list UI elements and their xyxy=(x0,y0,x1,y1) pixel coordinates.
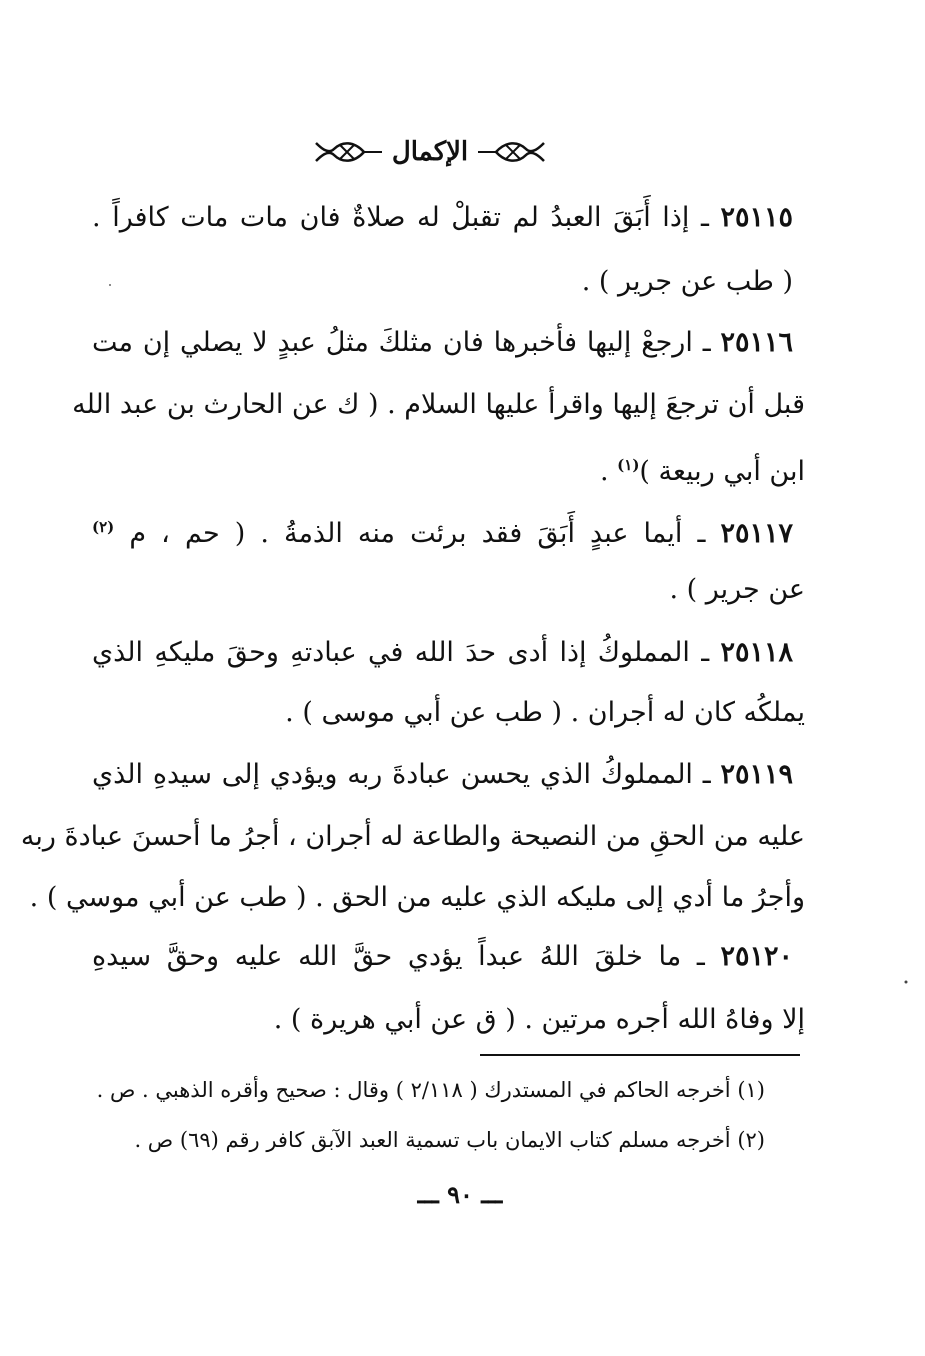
hadith-number: ٢٥١٢٠ xyxy=(720,941,793,972)
footnote-marker: (١) xyxy=(617,456,640,474)
hadith-text: يملكُه كان له أجران . ( طب عن أبي موسى ) . xyxy=(285,697,805,728)
hadith-number: ٢٥١١٨ xyxy=(720,637,793,668)
hadith-text: إلا وفاهُ الله أجره مرتين . ( ق عن أبي هريرة ) . xyxy=(273,1004,805,1035)
footnote-text: (١) أخرجه الحاكم في المستدرك ( ٢/١١٨ ) وقال : صحيح وأقره الذهبي . ص . xyxy=(96,1078,765,1102)
hadith-number: ٢٥١١٧ xyxy=(720,518,793,549)
hadith-text: ـ إذا أَبَقَ العبدُ لم تقبلْ له صلاةٌ فان مات مات كافراً . xyxy=(92,202,709,233)
hadith-text: ـ أيما عبدٍ أَبَقَ فقد برئت منه الذمةُ . ( حم ، م xyxy=(129,518,706,549)
hadith-text: ـ المملوكُ إذا أدى حدَ الله في عبادتهِ وحقَ مليكهِ الذي xyxy=(92,637,710,668)
footnote-text: (٢) أخرجه مسلم كتاب الايمان باب تسمية العبد الآبق كافر رقم (٦٩) ص . xyxy=(134,1128,765,1152)
header-title: الإكمال xyxy=(391,137,469,167)
hadith-text: ابن أبي ربيعة ) xyxy=(639,456,805,487)
hadith-text: ـ المملوكُ الذي يحسن عبادةَ ربه ويؤدي إلى سيدهِ الذي xyxy=(92,759,711,790)
page-number: ـــ ٩٠ ـــ xyxy=(417,1180,503,1209)
hadith-number: ٢٥١١٥ xyxy=(720,202,793,233)
hadith-number: ٢٥١١٩ xyxy=(720,759,793,790)
hadith-text: ( طب عن جرير ) . xyxy=(581,266,793,297)
hadith-text: قبل أن ترجعَ إليها واقرأ عليها السلام . ( ك عن الحارث بن عبد الله xyxy=(72,389,805,420)
hadith-text: . xyxy=(599,456,618,487)
hadith-text: وأجرُ ما أدي إلى مليكه الذي عليه من الحق . ( طب عن أبي موسي ) . xyxy=(29,882,805,913)
hadith-text: ـ ما خلقَ اللهُ عبداً يؤدي حقَّ الله عليه وحقَّ سيدهِ xyxy=(92,941,705,972)
hadith-text: عليه من الحقِ من النصيحة والطاعة له أجران ، أجرُ ما أحسنَ عبادةَ ربه xyxy=(20,821,805,852)
hadith-text: ـ ارجعْ إليها فأخبرها فان مثلكَ مثلُ عبدٍ لا يصلي إن مت xyxy=(92,327,711,358)
hadith-number: ٢٥١١٦ xyxy=(720,327,793,358)
footnote-marker: (٢) xyxy=(92,518,115,536)
hadith-text: عن جرير ) . xyxy=(669,574,805,605)
